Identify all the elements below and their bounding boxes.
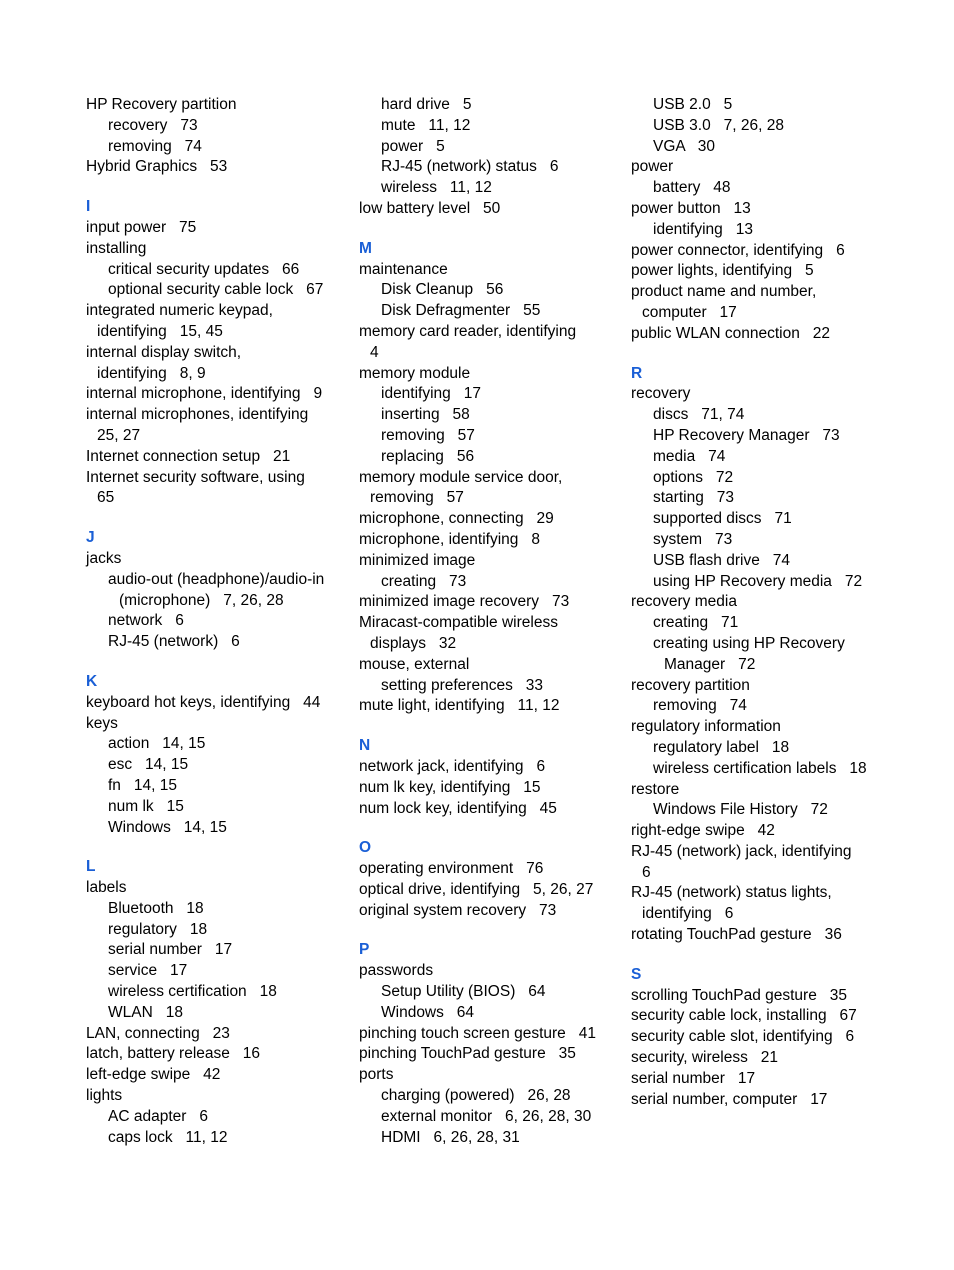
index-letter-heading: P [359,941,370,959]
index-entry-text: system 73 [653,530,733,548]
index-entry [631,324,893,345]
index-entry-text: rotating TouchPad gesture 36 [631,926,842,944]
index-entry-text: left-edge swipe 42 [86,1066,221,1084]
index-entry-text: inserting 58 [381,406,470,424]
index-entry-text: memory module service door, [359,468,563,486]
index-entry-text: jacks [86,549,122,567]
index-entry [359,799,621,820]
index-subentry [359,301,621,322]
index-subentry [359,116,621,137]
index-entry [631,842,893,884]
index-entry-text: input power 75 [86,218,197,236]
index-entry [86,447,348,468]
index-subentry [631,634,893,676]
index-entry [86,405,348,447]
index-entry-text: security, wireless 21 [631,1049,779,1067]
index-entry-continuation: identifying 15, 45 [97,322,223,340]
index-entry-text: battery 48 [653,179,731,197]
index-entry [86,384,348,405]
index-subentry [631,178,893,199]
index-entry-text: num lock key, identifying 45 [359,799,557,817]
index-entry-text: removing 74 [108,137,202,155]
index-entry-text: low battery level 50 [359,199,501,217]
index-entry [359,859,621,880]
index-entry-text: Windows 64 [381,1003,475,1021]
index-entry [359,551,621,572]
index-entry-continuation: removing 57 [370,489,464,507]
index-entry-text: Internet security software, using [86,468,305,486]
index-entry [631,883,893,925]
index-entry [359,655,621,676]
index-subentry [631,137,893,158]
index-entry-text: num lk 15 [108,797,184,815]
index-entry [359,260,621,281]
index-entry-text: security cable lock, installing 67 [631,1007,857,1025]
index-entry-text: creating using HP Recovery [653,634,845,652]
index-column-1 [86,95,348,1148]
index-letter-heading: O [359,839,372,857]
index-entry-text: charging (powered) 26, 28 [381,1087,571,1105]
index-column-3 [631,95,893,1110]
index-entry [86,1044,348,1065]
index-entry [631,282,893,324]
index-entry-text: pinching touch screen gesture 41 [359,1024,596,1042]
index-subentry [359,426,621,447]
index-subentry [631,696,893,717]
index-entry-text: regulatory information [631,718,781,736]
index-entry [86,301,348,343]
index-subentry [359,1107,621,1128]
index-entry-text: removing 74 [653,697,747,715]
index-entry-text: power lights, identifying 5 [631,262,814,280]
index-entry [359,1024,621,1045]
index-entry-text: starting 73 [653,489,734,507]
index-entry-text: AC adapter 6 [108,1107,208,1125]
index-entry-text: security cable slot, identifying 6 [631,1028,855,1046]
index-entry [359,696,621,717]
index-entry [86,1065,348,1086]
index-entry-text: recovery partition [631,676,750,694]
index-entry [631,821,893,842]
index-subentry [86,260,348,281]
index-subentry [631,426,893,447]
index-entry-text: Bluetooth 18 [108,899,204,917]
index-subentry [359,447,621,468]
index-entry [631,717,893,738]
index-entry-text: media 74 [653,447,726,465]
index-entry-text: USB 3.0 7, 26, 28 [653,116,784,134]
index-entry-text: network jack, identifying 6 [359,757,546,775]
index-entry-text: lights [86,1087,123,1105]
index-entry-text: recovery 73 [108,116,198,134]
index-entry [631,592,893,613]
index-entry-text: Windows 14, 15 [108,818,227,836]
index-entry-text: internal display switch, [86,343,242,361]
index-entry-continuation: 65 [97,489,115,507]
index-subentry [631,530,893,551]
index-subentry [86,776,348,797]
index-entry-text: Windows File History 72 [653,801,828,819]
index-entry-text: regulatory 18 [108,920,208,938]
index-subentry [631,572,893,593]
index-subentry [86,899,348,920]
index-subentry [631,488,893,509]
index-entry [631,1027,893,1048]
index-entry [359,961,621,982]
index-entry [359,199,621,220]
index-entry-text: discs 71, 74 [653,406,745,424]
index-entry-text: RJ-45 (network) jack, identifying [631,842,852,860]
index-entry-text: memory module [359,364,471,382]
index-letter-heading: M [359,239,372,257]
index-entry [631,1069,893,1090]
index-entry [631,986,893,1007]
index-subentry [631,220,893,241]
index-entry-text: VGA 30 [653,137,716,155]
index-subentry [359,137,621,158]
index-subentry [86,570,348,612]
index-entry-text: action 14, 15 [108,735,206,753]
index-subentry [86,632,348,653]
index-entry-text: latch, battery release 16 [86,1045,261,1063]
index-subentry [631,509,893,530]
index-subentry [359,384,621,405]
index-entry-text: power [631,158,674,176]
index-entry-text: wireless 11, 12 [381,179,492,197]
index-entry-text: external monitor 6, 26, 28, 30 [381,1107,592,1125]
index-entry-text: options 72 [653,468,734,486]
index-entry-text: identifying 17 [381,385,481,403]
index-subentry [86,137,348,158]
index-entry-text: USB flash drive 74 [653,551,790,569]
index-entry [359,364,621,385]
index-entry [86,1086,348,1107]
index-subentry [631,738,893,759]
index-subentry [359,178,621,199]
index-entry-text: public WLAN connection 22 [631,324,831,342]
index-entry-text: optional security cable lock 67 [108,281,324,299]
index-letter-heading: K [86,672,98,690]
index-entry [359,880,621,901]
index-entry [631,1048,893,1069]
index-entry-text: mouse, external [359,655,470,673]
index-entry-text: LAN, connecting 23 [86,1024,230,1042]
index-entry-text: supported discs 71 [653,510,792,528]
index-subentry [359,405,621,426]
index-subentry [86,116,348,137]
index-column-2 [359,95,621,1148]
index-entry [359,613,621,655]
index-letter-heading: N [359,737,371,755]
index-entry-text: WLAN 18 [108,1003,183,1021]
index-entry [359,757,621,778]
index-entry-text: microphone, connecting 29 [359,510,554,528]
index-entry-text: fn 14, 15 [108,776,177,794]
index-entry-text: Hybrid Graphics 53 [86,158,228,176]
index-subentry [86,961,348,982]
index-entry [86,343,348,385]
index-entry-text: integrated numeric keypad, [86,302,273,320]
index-entry [631,384,893,405]
index-entry [631,199,893,220]
index-subentry [631,405,893,426]
index-entry-text: ports [359,1066,394,1084]
index-subentry [359,280,621,301]
index-entry-text: USB 2.0 5 [653,96,733,113]
index-entry-text: HP Recovery Manager 73 [653,426,840,444]
index-entry-text: keyboard hot keys, identifying 44 [86,693,321,711]
index-entry-continuation: 25, 27 [97,426,141,444]
index-entry-text: maintenance [359,260,448,278]
index-subentry [86,1107,348,1128]
index-subentry [359,1086,621,1107]
index-entry-text: RJ-45 (network) status 6 [381,158,559,176]
index-subentry [359,157,621,178]
index-entry-text: audio-out (headphone)/audio-in [108,570,325,588]
index-subentry [631,116,893,137]
index-subentry [86,734,348,755]
index-entry-text: setting preferences 33 [381,676,543,694]
index-entry [86,714,348,735]
index-entry-text: passwords [359,962,434,980]
index-entry-text: Miracast-compatible wireless [359,614,558,632]
index-entry-text: original system recovery 73 [359,901,557,919]
index-entry-continuation: identifying 6 [642,905,734,923]
index-entry-text: wireless certification 18 [108,983,277,1001]
index-entry [631,676,893,697]
index-entry-text: hard drive 5 [381,96,472,113]
index-entry [631,241,893,262]
index-entry-text: internal microphone, identifying 9 [86,385,323,403]
index-subentry [631,613,893,634]
index-entry [86,95,348,116]
index-entry [359,468,621,510]
index-entry-text: Setup Utility (BIOS) 64 [381,983,546,1001]
index-entry [631,1090,893,1111]
index-entry-text: service 17 [108,962,188,980]
index-entry-text: HP Recovery partition [86,96,237,113]
index-entry [631,157,893,178]
index-entry-text: wireless certification labels 18 [653,759,867,777]
index-letter-heading: L [86,858,96,876]
index-entry-text: using HP Recovery media 72 [653,572,863,590]
index-entry-text: right-edge swipe 42 [631,822,775,840]
index-subentry [631,468,893,489]
index-entry-text: critical security updates 66 [108,260,300,278]
index-entry [86,693,348,714]
index-entry-continuation: computer 17 [642,303,737,321]
index-entry-text: esc 14, 15 [108,756,189,774]
index-entry-text: power connector, identifying 6 [631,241,845,259]
index-entry-continuation: 6 [642,863,651,881]
index-entry-text: internal microphones, identifying [86,406,309,424]
index-entry [359,778,621,799]
index-entry [359,509,621,530]
index-subentry [86,755,348,776]
index-entry-text: minimized image recovery 73 [359,593,570,611]
index-entry [359,1044,621,1065]
index-entry-text: memory card reader, identifying [359,322,577,340]
index-entry [86,218,348,239]
index-entry-text: mute 11, 12 [381,116,471,134]
index-entry [631,261,893,282]
index-entry [86,549,348,570]
index-subentry [86,1128,348,1149]
index-subentry [631,95,893,116]
index-letter-heading: I [86,198,91,216]
index-entry-text: RJ-45 (network) 6 [108,633,240,651]
index-entry-text: pinching TouchPad gesture 35 [359,1045,576,1063]
index-entry-continuation: (microphone) 7, 26, 28 [119,591,284,609]
index-subentry [86,982,348,1003]
index-entry-text: recovery [631,385,691,403]
index-entry-text: HDMI 6, 26, 28, 31 [381,1128,520,1146]
index-entry [86,157,348,178]
index-entry [631,925,893,946]
index-entry-continuation: Manager 72 [664,655,756,673]
index-subentry [359,676,621,697]
index-entry-text: identifying 13 [653,220,753,238]
index-letter-heading: R [631,364,643,382]
index-entry-text: product name and number, [631,283,817,301]
index-entry [359,530,621,551]
index-entry-continuation: identifying 8, 9 [97,364,206,382]
index-entry-text: creating 73 [381,572,467,590]
index-entry-text: recovery media [631,593,737,611]
index-subentry [86,611,348,632]
index-entry-text: num lk key, identifying 15 [359,778,541,796]
index-subentry [86,1003,348,1024]
index-entry-text: minimized image [359,551,476,569]
index-entry-text: replacing 56 [381,447,475,465]
index-entry-text: Internet connection setup 21 [86,447,291,465]
index-letter-heading: J [86,529,95,547]
index-entry-text: operating environment 76 [359,860,544,878]
index-entry [359,901,621,922]
index-entry [86,468,348,510]
index-entry-continuation: displays 32 [370,634,457,652]
index-entry-text: optical drive, identifying 5, 26, 27 [359,880,594,898]
index-entry-text: scrolling TouchPad gesture 35 [631,986,847,1004]
index-subentry [359,982,621,1003]
index-entry-text: restore [631,780,680,798]
index-subentry [359,1003,621,1024]
index-subentry [359,572,621,593]
index-entry [86,878,348,899]
index-entry-text: labels [86,879,127,897]
index-entry-text: serial number 17 [631,1069,756,1087]
index-subentry [86,280,348,301]
index-subentry [359,95,621,116]
index-entry-text: microphone, identifying 8 [359,530,540,548]
index-entry-text: serial number, computer 17 [631,1090,828,1108]
index-subentry [631,759,893,780]
index-entry-text: keys [86,714,118,732]
index-entry [86,1024,348,1045]
index-entry-text: mute light, identifying 11, 12 [359,697,560,715]
index-entry-text: regulatory label 18 [653,738,790,756]
index-entry-text: removing 57 [381,426,475,444]
index-subentry [86,797,348,818]
index-subentry [86,920,348,941]
index-entry [359,592,621,613]
index-subentry [631,800,893,821]
index-entry-text: RJ-45 (network) status lights, [631,884,832,902]
index-subentry [631,447,893,468]
index-subentry [631,551,893,572]
index-entry-text: network 6 [108,612,184,630]
index-entry-text: power button 13 [631,199,751,217]
index-entry [631,1006,893,1027]
index-entry-text: creating 71 [653,614,739,632]
index-subentry [86,818,348,839]
index-entry-text: power 5 [381,137,445,155]
index-entry [86,239,348,260]
index-entry-text: Disk Cleanup 56 [381,281,504,299]
index-entry-text: installing [86,239,147,257]
index-entry-text: serial number 17 [108,941,233,959]
index-entry-text: Disk Defragmenter 55 [381,302,541,320]
index-entry [359,1065,621,1086]
index-subentry [359,1128,621,1149]
index-entry [631,780,893,801]
index-entry [359,322,621,364]
index-entry-continuation: 4 [370,343,379,361]
index-entry-text: caps lock 11, 12 [108,1128,228,1146]
index-letter-heading: S [631,965,642,983]
index-subentry [86,940,348,961]
